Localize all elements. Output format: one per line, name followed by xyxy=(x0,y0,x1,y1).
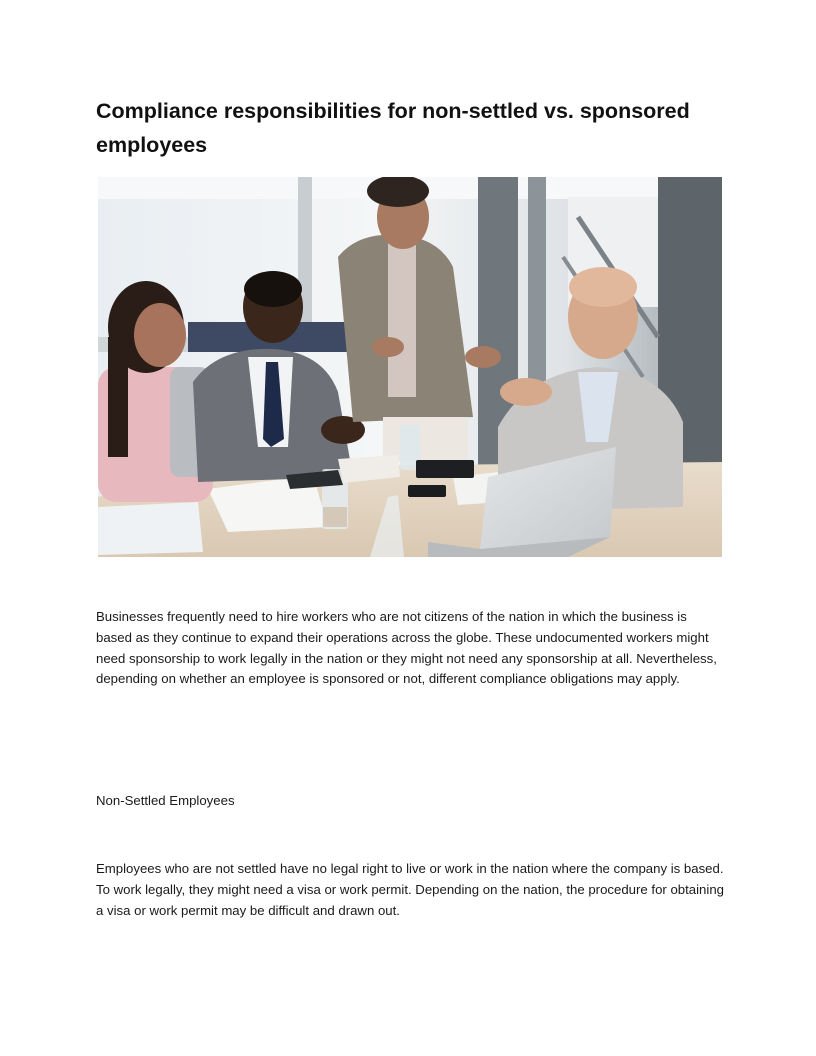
intro-paragraph: Businesses frequently need to hire workers who are not citizens of the nation in which the business is based as they continue to expand their operations across the globe. These undocumented workers might need sponsorship to work legally in the nation or they might not need any sponsorship at all. Nevertheless, depending on whether an employee is sponsored or not, different compliance obligations may apply. xyxy=(96,609,717,687)
section-heading-non-settled: Non-Settled Employees xyxy=(96,793,235,808)
photo-icon xyxy=(98,177,722,557)
non-settled-paragraph: Employees who are not settled have no legal right to live or work in the nation where the company is based. To work legally, they might need a visa or work permit. Depending on the nation, the procedure for obtaining a visa or work permit may be difficult and drawn out. xyxy=(96,861,724,918)
page-title: Compliance responsibilities for non-settled vs. sponsored employees xyxy=(96,99,690,157)
